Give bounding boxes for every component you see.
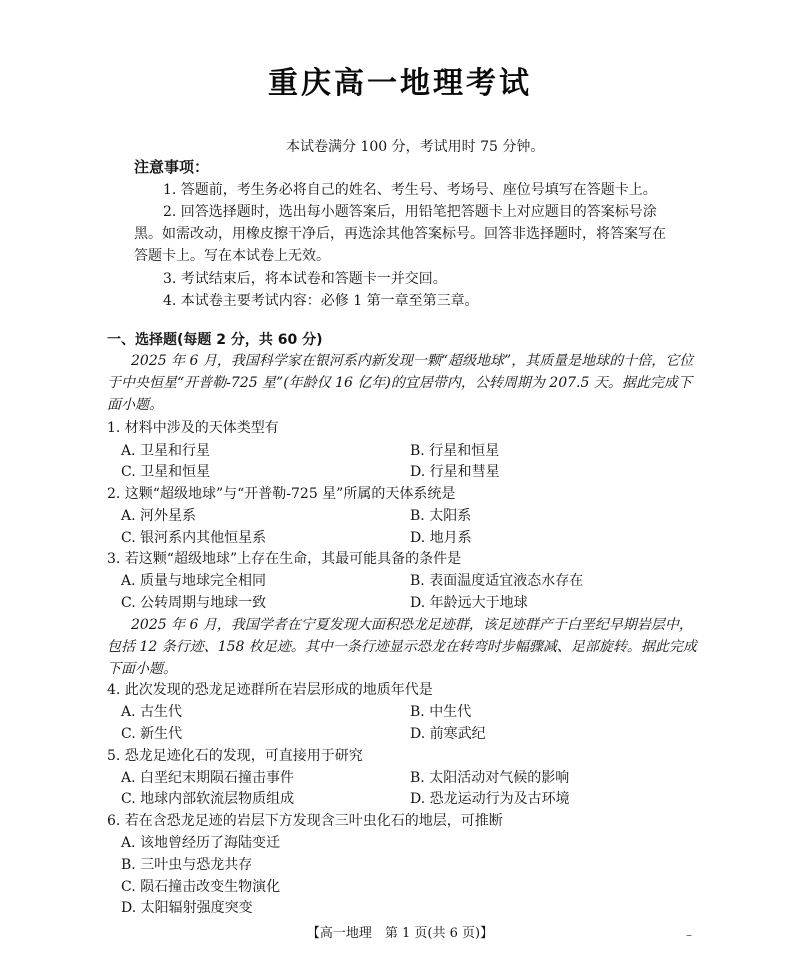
q2-option-c: C. 银河系内其他恒星系: [121, 530, 267, 546]
q6-stem: 6. 若在含恐龙足迹的岩层下方发现含三叶虫化石的地层，可推断: [107, 813, 503, 829]
q2-option-b: B. 太阳系: [410, 508, 472, 524]
q3-option-a: A. 质量与地球完全相同: [121, 573, 267, 589]
corner-mark: –: [686, 928, 692, 942]
q4-option-b: B. 中生代: [410, 704, 472, 720]
exam-title: 重庆高一地理考试: [268, 66, 532, 101]
notes-line-2: 2. 回答选择题时，选出每小题答案后，用铅笔把答题卡上对应题目的答案标号涂: [163, 204, 657, 220]
passage1-line-1: 2025 年 6 月，我国科学家在银河系内新发现一颗“超级地球”，其质量是地球的十倍，它位: [131, 353, 694, 369]
passage2-line-1: 2025 年 6 月，我国学者在宁夏发现大面积恐龙足迹群，该足迹群产于白垩纪早期岩层中，: [131, 617, 693, 633]
q3-option-c: C. 公转周期与地球一致: [121, 595, 267, 611]
q6-option-a: A. 该地曾经历了海陆变迁: [121, 835, 281, 851]
q3-stem: 3. 若这颗“超级地球”上存在生命，其最可能具备的条件是: [107, 551, 462, 567]
notes-line-1: 1. 答题前，考生务必将自己的姓名、考生号、考场号、座位号填写在答题卡上。: [163, 182, 657, 198]
section-heading: 一、选择题(每题 2 分，共 60 分): [107, 332, 323, 348]
q1-option-c: C. 卫星和恒星: [121, 464, 211, 480]
q4-option-a: A. 古生代: [121, 704, 183, 720]
q1-option-d: D. 行星和彗星: [410, 464, 500, 480]
q1-option-a: A. 卫星和行星: [121, 443, 211, 459]
exam-subtitle: 本试卷满分 100 分，考试用时 75 分钟。: [286, 139, 545, 155]
q3-option-b: B. 表面温度适宜液态水存在: [410, 573, 584, 589]
notes-line-4: 答题卡上。写在本试卷上无效。: [134, 248, 330, 264]
q1-stem: 1. 材料中涉及的天体类型有: [107, 420, 279, 436]
q5-option-a: A. 白垩纪末期陨石撞击事件: [121, 770, 295, 786]
q4-stem: 4. 此次发现的恐龙足迹群所在岩层形成的地质年代是: [107, 682, 433, 698]
q5-option-b: B. 太阳活动对气候的影响: [410, 770, 570, 786]
q5-stem: 5. 恐龙足迹化石的发现，可直接用于研究: [107, 748, 363, 764]
q6-option-d: D. 太阳辐射强度突变: [121, 900, 253, 916]
q3-option-d: D. 年龄远大于地球: [410, 595, 528, 611]
passage1-line-3: 面小题。: [107, 397, 163, 413]
passage1-line-2: 于中央恒星“开普勒-725 星”(年龄仅 16 亿年)的宜居带内，公转周期为 207.5 天。据此完成下: [107, 375, 692, 391]
notes-heading: 注意事项：: [134, 158, 210, 176]
q1-option-b: B. 行星和恒星: [410, 443, 500, 459]
notes-line-5: 3. 考试结束后，将本试卷和答题卡一并交回。: [163, 271, 447, 287]
q4-option-d: D. 前寒武纪: [410, 726, 486, 742]
passage2-line-3: 下面小题。: [107, 661, 177, 677]
q4-option-c: C. 新生代: [121, 726, 183, 742]
notes-line-3: 黑。如需改动，用橡皮擦干净后，再选涂其他答案标号。回答非选择题时，将答案写在: [134, 226, 666, 242]
q6-option-b: B. 三叶虫与恐龙共存: [121, 857, 253, 873]
q2-option-d: D. 地月系: [410, 530, 472, 546]
q2-option-a: A. 河外星系: [121, 508, 197, 524]
q6-option-c: C. 陨石撞击改变生物演化: [121, 879, 281, 895]
q5-option-d: D. 恐龙运动行为及古环境: [410, 791, 570, 807]
q2-stem: 2. 这颗“超级地球”与“开普勒-725 星”所属的天体系统是: [107, 486, 456, 502]
page-footer: 【高一地理 第 1 页(共 6 页)】: [306, 926, 494, 941]
passage2-line-2: 包括 12 条行迹、158 枚足迹。其中一条行迹显示恐龙在转弯时步幅骤减、足部旋转。据此完成: [107, 639, 697, 655]
q5-option-c: C. 地球内部软流层物质组成: [121, 791, 295, 807]
notes-line-6: 4. 本试卷主要考试内容：必修 1 第一章至第三章。: [163, 293, 479, 309]
